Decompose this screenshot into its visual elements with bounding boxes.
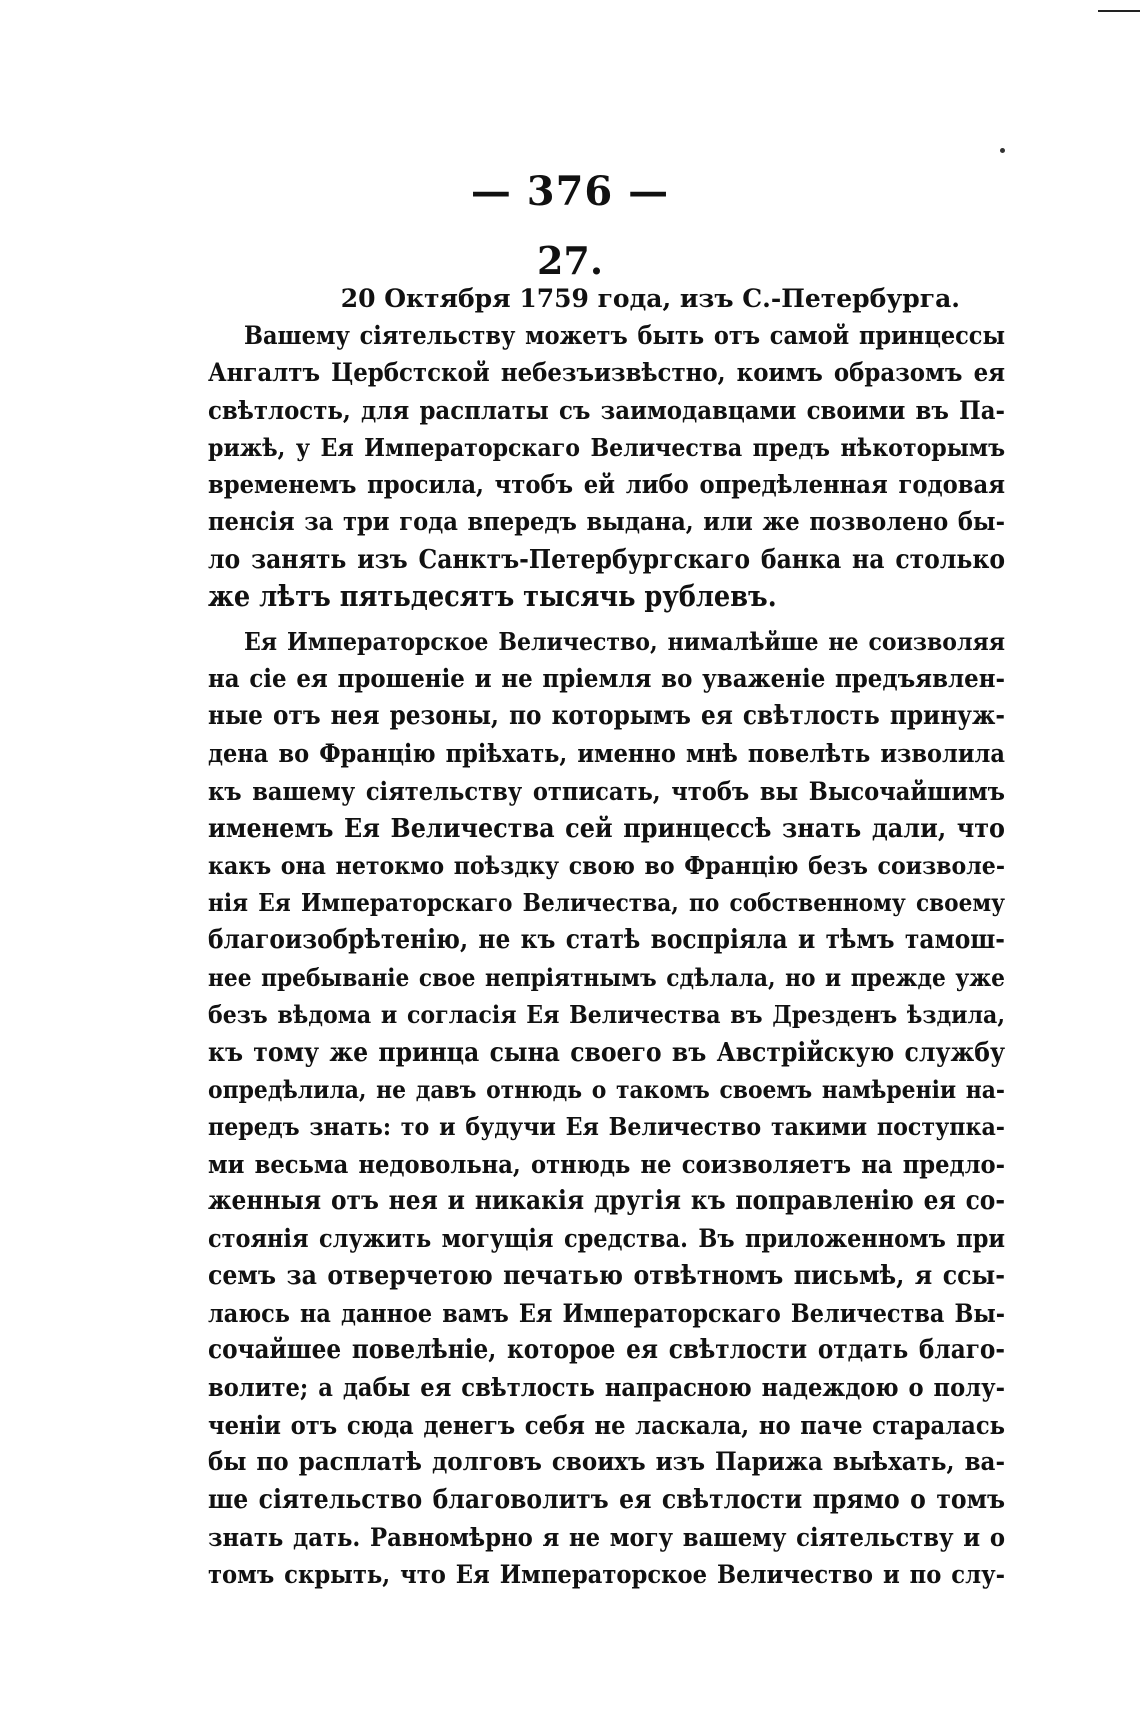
letter-body: [208, 317, 1005, 1593]
text-line: ло занять изъ Санктъ-Петербургскаго банка на столько: [208, 543, 1005, 575]
text-line: женныя отъ нея и никакія другія къ поправленію ея со-: [208, 1185, 1005, 1216]
text-line: лаюсь на данное вамъ Ея Императорскаго Величества Вы-: [208, 1298, 1005, 1328]
text-line: пенсія за три года впередъ выдана, или же позволено бы-: [208, 506, 1005, 537]
text-line: бы по расплатѣ долговъ своихъ изъ Парижа выѣхать, ва-: [208, 1446, 1005, 1477]
text-line: свѣтлость, для расплаты съ заимодавцами своими въ Па-: [208, 394, 1005, 425]
text-line: какъ она нетокмо поѣздку свою во Францію безъ соизволе-: [208, 851, 1005, 881]
text-line: стоянія служить могущія средства. Въ приложенномъ при: [208, 1224, 1005, 1254]
text-line: волите; а дабы ея свѣтлость напрасною надеждою о полу-: [208, 1372, 1005, 1403]
text-line: же лѣтъ пятьдесятъ тысячь рублевъ.: [208, 579, 777, 614]
paragraph-2: [208, 623, 1005, 1593]
dateline: 20 Октября 1759 года, изъ С.-Петербурга.: [340, 284, 960, 313]
text-line: нія Ея Императорскаго Величества, по собственному своему: [208, 888, 1005, 918]
text-line: именемъ Ея Величества сей принцессѣ знать дали, что: [208, 812, 1005, 844]
text-line: нее пребываніе свое непріятнымъ сдѣлала, но и прежде уже: [208, 963, 1005, 993]
text-line: рижѣ, у Ея Императорскаго Величества предъ нѣкоторымъ: [208, 432, 1005, 462]
text-line: Ея Императорское Величество, нималѣйше не соизволяя: [244, 627, 1005, 657]
text-line: Ангалтъ Цербстской небезъизвѣстно, коимъ образомъ ея: [208, 357, 1005, 388]
page-number: — 376 —: [470, 168, 670, 215]
text-line: ми весьма недовольна, отнюдь не соизволяетъ на предло-: [208, 1148, 1005, 1179]
paragraph-1: [208, 317, 1005, 615]
text-line: сочайшее повелѣніе, которое ея свѣтлости отдать благо-: [208, 1335, 1005, 1366]
text-line: безъ вѣдома и согласія Ея Величества въ Дрезденъ ѣздила,: [208, 1000, 1005, 1030]
text-line: благоизобрѣтенію, не къ статѣ воспріяла и тѣмъ тамош-: [208, 924, 1005, 955]
text-line: семъ за отверчетою печатью отвѣтномъ письмѣ, я ссы-: [208, 1260, 1005, 1292]
text-line: ченіи отъ сюда денегъ себя не ласкала, но паче старалась: [208, 1409, 1005, 1440]
text-line: временемъ просила, чтобъ ей либо опредѣленная годовая: [208, 469, 1005, 500]
scan-edge-rule: [1098, 10, 1140, 12]
scan-speck: [1000, 148, 1005, 153]
text-line: передъ знать: то и будучи Ея Величество такими поступка-: [208, 1112, 1005, 1142]
text-line: опредѣлила, не давъ отнюдь о такомъ своемъ намѣреніи на-: [208, 1074, 1005, 1104]
text-line: ше сіятельство благоволитъ ея свѣтлости прямо о томъ: [208, 1484, 1005, 1516]
text-line: знать дать. Равномѣрно я не могу вашему сіятельству и о: [208, 1521, 1005, 1552]
text-line: ные отъ нея резоны, по которымъ ея свѣтлость принуж-: [208, 700, 1005, 731]
text-line: томъ скрыть, что Ея Императорское Величество и по слу-: [208, 1558, 1005, 1589]
text-line: дена во Францію пріѣхать, именно мнѣ повелѣть изволила: [208, 739, 1005, 769]
text-line: на сіе ея прошеніе и не пріемля во уваженіе предъявлен-: [208, 663, 1005, 694]
text-line: Вашему сіятельству можетъ быть отъ самой принцессы: [244, 321, 1005, 350]
letter-number: 27.: [536, 238, 604, 283]
text-line: къ вашему сіятельству отписать, чтобъ вы Высочайшимъ: [208, 775, 1005, 806]
text-line: къ тому же принца сына своего въ Австрійскую службу: [208, 1036, 1005, 1068]
